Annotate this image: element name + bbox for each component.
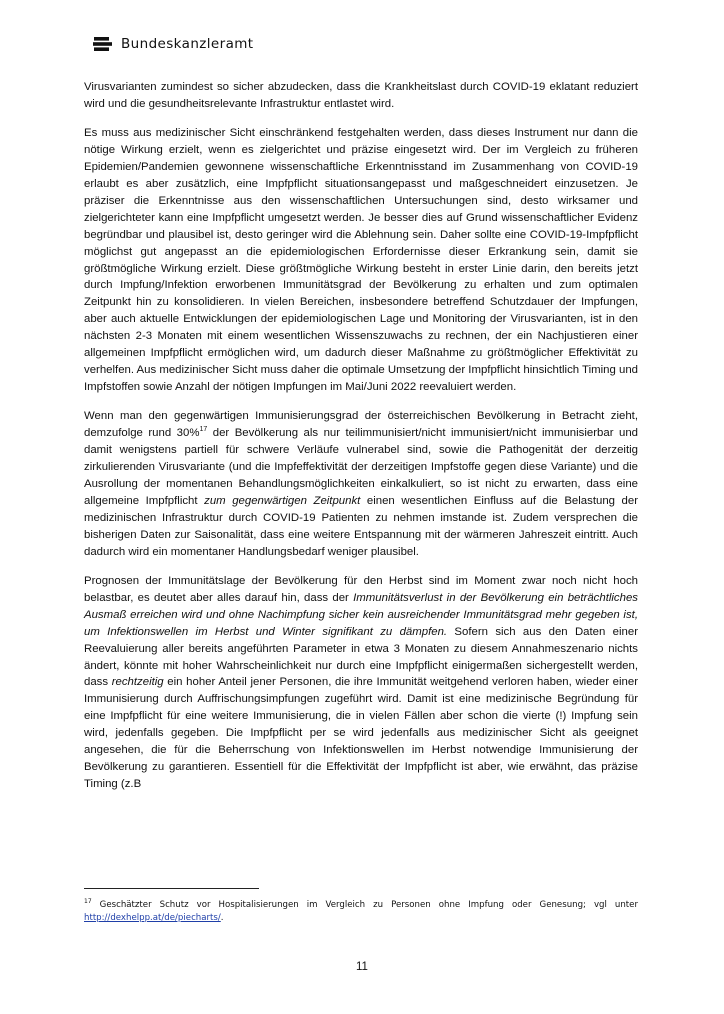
paragraph-2: Es muss aus medizinischer Sicht einschränkend festgehalten werden, dass dieses Instrument nur dann die nötige Wirkung erzielt, wenn es zielgerichtet und präzise eingesetzt wird. Der im Vergleich zu früheren Epidemien/Pandemien gewonnene wissenschaftliche Erkenntnisstand im Zusammenhang von COVID-19 erlaubt es aber zusätzlich, eine Impfpflicht situationsangepasst und maßgeschneidert einzusetzen. Je präziser die Erkenntnisse aus den wissenschaftlichen Untersuchungen sind, desto wirksamer und zielgerichteter kann eine Impfpflicht umgesetzt werden. Je besser dies auf Grund wissenschaftlicher Evidenz begründbar und plausibel ist, desto geringer wird die Ablehnung sein. Daher sollte eine COVID-19-Impfpflicht möglichst gut angepasst an die epidemiologischen Erfordernisse dieser Erkrankung sein, damit sie größtmögliche Wirkung erzielt. Diese größtmögliche Wirkung besteht in erster Linie darin, den bereits jetzt durch Impfung/Infektion erworbenen Immunitätsgrad der Bevölkerung zu erhalten und zum optimalen Zeitpunkt hin zu konsolidieren. In vielen Bereichen, insbesondere betreffend Schutzdauer der Impfungen, aber auch aktuelle Entwicklungen der epidemiologischen Lage und Monitoring der Virusvarianten, ist in den nächsten 2-3 Monaten mit einem wesentlichen Wissenszuwachs zu rechnen, der ein Nachjustieren einer allgemeinen Impfpflicht ermöglichen wird, um dadurch dieser Maßnahme zu größtmöglicher Effektivität zu verhelfen. Aus medizinischer Sicht muss daher die optimale Umsetzung der Impfpflicht hinsichtlich Timing und Impfstoffen sowie Anzahl der nötigen Impfungen im Mai/Juni 2022 reevaluiert werden. [84,127,638,393]
bundeskanzleramt-logo-icon [93,37,113,51]
footnote-divider [84,888,259,889]
footnote: $^{17}$ Geschätzter Schutz vor Hospitalisierungen im Vergleich zu Personen ohne Impfung oder Genesung; vgl unter http://dexhelpp.at/de/piecharts/. [84,898,638,923]
paragraph-1: Virusvarianten zumindest so sicher abzudecken, dass die Krankheitslast durch COVID-19 eklatant reduziert wird und die gesundheitsrelevante Infrastruktur entlastet wird. [84,81,638,110]
footnote-text: Geschätzter Schutz vor Hospitalisierungen im Vergleich zu Personen ohne Impfung oder Genesung; vgl unter [99,899,638,910]
page-header [93,36,254,52]
page-number: 11 [356,961,368,973]
paragraph-4: Prognosen der Immunitätslage der Bevölkerung für den Herbst sind im Moment zwar noch nicht hoch belastbar, es deutet aber alles darauf hin, dass der Immunitätsverlust in der Bevölkerung ein beträchtliches Ausmaß erreichen wird und ohne Nachimpfung sicher kein ausreichender Immunitätsgrad mehr gegeben ist, um Infektionswellen im Herbst und Winter signifikant zu dämpfen. Sofern sich aus den Daten einer Reevaluierung aller bereits angeführten Parameter in etwa 3 Monaten zu diesem Annahmeszenario nichts ändert, könnte mit hoher Wahrscheinlichkeit nur durch eine Impfpflicht einigermaßen sichergestellt werden, dass rechtzeitig ein hoher Anteil jener Personen, die ihre Immunität weitgehend verloren haben, wieder einer Immunisierung durch Auffrischungsimpfungen zugeführt wird. Damit ist eine medizinische Begründung für eine Impfpflicht für eine weitere Immunisierung, die in vielen Fällen aber schon die vierte (!) Impfung sein wird, jedenfalls gegeben. Die Impfpflicht per se wird jedenfalls aus medizinischer Sicht als geeignet angesehen, die für die Beherrschung von Infektionswellen im Herbst notwendige Immunisierung der Bevölkerung zu garantieren. Essentiell für die Effektivität der Impfpflicht ist aber, wie erwähnt, das präzise Timing (z.B [84,574,638,790]
body-text [84,79,638,805]
footnote-number: 17 [84,898,92,905]
org-name: Bundeskanzleramt [121,36,254,52]
paragraph-3: Wenn man den gegenwärtigen Immunisierungsgrad der österreichischen Bevölkerung in Betracht zieht, demzufolge rund 30%$^{17}$ der Bevölkerung als nur teilimmunisiert/nicht immunisiert/nicht immunisierbar und damit wenigstens partiell für schwere Verläufe vulnerabel sind, sowie die Pathogenität der derzeitig zirkulierenden Virusvariante (und die Impfeffektivität der derzeitigen Impfstoffe gegen diese Variante) und die Ausrollung der momentanen Behandlungsmöglichkeiten einkalkuliert, so ist nicht zu erwarten, dass eine allgemeine Impfpflicht zum gegenwärtigen Zeitpunkt einen wesentlichen Einfluss auf die Belastung der medizinischen Infrastruktur durch COVID-19 Patienten zu nehmen imstande ist. Zudem versprechen die bisherigen Daten zur Saisonalität, dass eine weitere Entspannung mit der wärmeren Jahreszeit eintritt. Auch dadurch wird ein momentaner Handlungsbedarf weniger plausibel. [84,410,639,558]
footnote-ref: 17 [199,426,208,434]
footnote-link[interactable]: http://dexhelpp.at/de/piecharts/ [84,912,221,923]
